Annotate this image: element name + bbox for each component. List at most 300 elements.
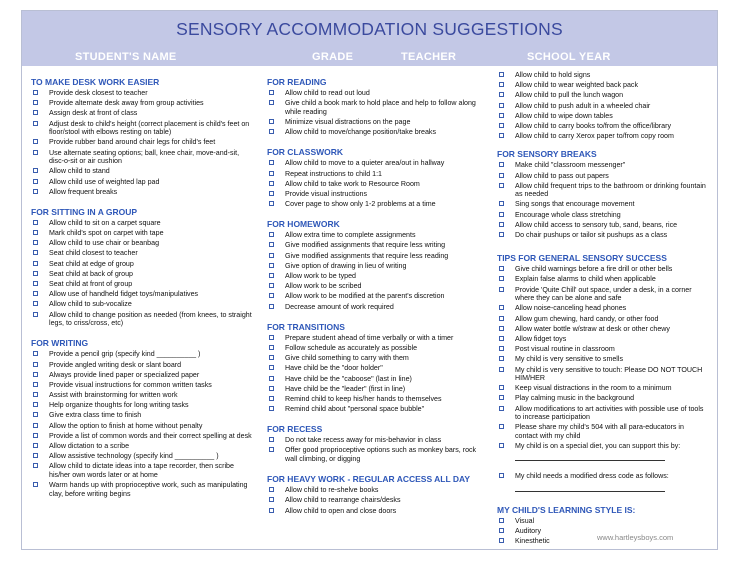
list-item [31, 350, 253, 359]
checkbox[interactable] [499, 276, 504, 281]
list-item [267, 200, 487, 209]
item-text: Allow child to carry Xerox paper to/from copy room [515, 132, 674, 141]
checkbox[interactable] [269, 487, 274, 492]
checkbox[interactable] [499, 123, 504, 128]
list-item [497, 265, 707, 274]
checkbox[interactable] [499, 72, 504, 77]
list-item [497, 132, 707, 141]
item-text: Assist with brainstorming for written work [49, 391, 178, 400]
item-text: Allow child to stand [49, 167, 110, 176]
item-text: Allow child to read out loud [285, 89, 370, 97]
list-item [497, 182, 707, 199]
checkbox[interactable] [33, 230, 38, 235]
checkbox[interactable] [33, 139, 38, 144]
list-writing [31, 350, 253, 498]
checkbox[interactable] [269, 447, 274, 452]
item-text: Provide alternate desk away from group activities [49, 99, 204, 108]
checkbox[interactable] [269, 263, 274, 268]
checkbox[interactable] [33, 463, 38, 468]
list-item [497, 275, 707, 284]
item-text: Play calming music in the background [515, 394, 635, 403]
list-item [497, 211, 707, 220]
list-item [497, 366, 707, 383]
checkbox[interactable] [33, 220, 38, 225]
item-text: Provide a list of common words and their correct spelling at desk [49, 431, 252, 440]
list-reading [267, 89, 487, 137]
section-title-tips: TIPS FOR GENERAL SENSORY SUCCESS [497, 253, 667, 264]
section-title-sensory-breaks: FOR SENSORY BREAKS [497, 149, 597, 160]
checkbox[interactable] [269, 181, 274, 186]
checkbox[interactable] [269, 253, 274, 258]
list-item [497, 221, 707, 230]
section-title-classwork: FOR CLASSWORK [267, 147, 344, 158]
item-text: Allow child to move/change position/take breaks [285, 128, 437, 137]
item-text: Follow schedule as accurately as possible [285, 343, 418, 352]
section-title-transitions: FOR TRANSITIONS [267, 321, 345, 332]
checkbox[interactable] [33, 250, 38, 255]
item-text: Seat child at edge of group [49, 259, 134, 268]
checkbox[interactable] [499, 406, 504, 411]
checkbox[interactable] [33, 291, 38, 296]
item-text: Allow child to use chair or beanbag [49, 239, 160, 248]
list-item [31, 167, 253, 176]
checkbox[interactable] [499, 424, 504, 429]
list-item [267, 118, 487, 127]
list-item [267, 231, 487, 240]
item-text: Allow child to pass out papers [515, 171, 609, 180]
item-text: Allow modifications to art activities with possible use of tools to increase participation [515, 404, 704, 422]
checkbox[interactable] [499, 356, 504, 361]
item-text: Adjust desk to child's height (correct placement is child's feet on floor/stool with elbows resting on table) [49, 119, 250, 137]
item-text: Seat child at front of group [49, 280, 133, 288]
list-item [31, 290, 253, 299]
item-text: Provide 'Quite Chill' out space, under a desk, in a corner where they can be alone and safe [515, 285, 692, 303]
item-text: Allow child to sit on a carpet square [49, 218, 161, 227]
checkbox[interactable] [33, 168, 38, 173]
column-1 [31, 77, 253, 500]
list-item [497, 122, 707, 131]
checkbox[interactable] [499, 113, 504, 118]
list-item [31, 432, 253, 441]
item-text: Allow child access to sensory tub, sand, beans, rice [515, 220, 678, 229]
checkbox[interactable] [269, 335, 274, 340]
checkbox[interactable] [499, 316, 504, 321]
list-item [497, 345, 707, 354]
item-text: Allow use of handheld fidget toys/manipulatives [49, 290, 199, 299]
column-3 [497, 71, 707, 547]
list-item [31, 99, 253, 108]
item-text: Provide a pencil grip (specify kind __________ ) [49, 350, 201, 359]
checkbox[interactable] [499, 528, 504, 533]
checkbox[interactable] [33, 150, 38, 155]
checkbox[interactable] [33, 271, 38, 276]
checkbox[interactable] [499, 518, 504, 523]
checkbox[interactable] [33, 392, 38, 397]
list-item [31, 219, 253, 228]
list-item [267, 375, 487, 384]
list-item [31, 249, 253, 258]
list-item [267, 252, 487, 261]
list-item [497, 325, 707, 334]
item-text: Always provide lined paper or specialized paper [49, 370, 200, 379]
checkbox[interactable] [269, 376, 274, 381]
checkbox[interactable] [269, 191, 274, 196]
list-item [267, 446, 487, 463]
list-item [31, 462, 253, 479]
item-text: Allow child to rearrange chairs/desks [285, 496, 401, 505]
checkbox[interactable] [499, 346, 504, 351]
checkbox[interactable] [269, 160, 274, 165]
checkbox[interactable] [33, 351, 38, 356]
list-item [267, 436, 487, 445]
list-item [497, 355, 707, 364]
section-title-group: FOR SITTING IN A GROUP [31, 206, 138, 217]
list-recess [267, 436, 487, 463]
checkbox[interactable] [499, 183, 504, 188]
item-text: Give extra class time to finish [49, 411, 142, 420]
list-item [497, 172, 707, 181]
item-text: Have child be the "door holder" [285, 364, 383, 373]
list-item [267, 405, 487, 414]
list-item [497, 405, 707, 422]
checkbox[interactable] [33, 312, 38, 317]
checkbox[interactable] [269, 386, 274, 391]
section-title-reading: FOR READING [267, 77, 327, 87]
checkbox[interactable] [499, 266, 504, 271]
item-text: Allow frequent breaks [49, 187, 118, 196]
list-item [267, 303, 487, 312]
list-item [31, 422, 253, 431]
item-text: Give child something to carry with them [285, 354, 409, 363]
item-text: Give child warnings before a fire drill or other bells [515, 265, 673, 274]
item-text: Kinesthetic [515, 536, 550, 545]
item-text: Encourage whole class stretching [515, 210, 621, 219]
checkbox[interactable] [499, 222, 504, 227]
checkbox[interactable] [33, 261, 38, 266]
item-text: Give option of drawing in lieu of writing [285, 261, 407, 270]
item-text: Seat child closest to teacher [49, 249, 138, 258]
item-text: Allow child to take work to Resource Room [285, 179, 420, 188]
checkbox[interactable] [269, 365, 274, 370]
list-heavy-work-cont [497, 71, 707, 141]
item-text: Provide rubber band around chair legs for child's feet [49, 138, 216, 147]
item-text: Visual [515, 516, 535, 525]
header-banner [22, 11, 717, 66]
list-item [31, 229, 253, 238]
list-item [31, 120, 253, 137]
list-item [267, 99, 487, 116]
checkbox[interactable] [33, 423, 38, 428]
item-text: Allow the option to finish at home without penalty [49, 421, 203, 430]
section-title-recess: FOR RECESS [267, 424, 323, 435]
list-item [497, 231, 707, 240]
list-item [267, 292, 487, 301]
item-text: Provide angled writing desk or slant board [49, 360, 182, 369]
checkbox[interactable] [269, 293, 274, 298]
checkbox[interactable] [269, 497, 274, 502]
checkbox[interactable] [269, 396, 274, 401]
list-item [497, 384, 707, 393]
item-text: Explain false alarms to child when applicable [515, 275, 656, 284]
item-text: Provide visual instructions [285, 189, 368, 198]
checkbox[interactable] [499, 305, 504, 310]
checkbox[interactable] [499, 538, 504, 543]
item-text: Sing songs that encourage movement [515, 200, 635, 209]
item-text: Allow work to be typed [285, 272, 356, 281]
list-item [267, 496, 487, 505]
item-text: Allow child to sub-vocalize [49, 300, 132, 309]
student-name-label: STUDENT'S NAME [75, 51, 177, 63]
item-text: My child is very sensitive to touch: Please DO NOT TOUCH HIM/HER [515, 365, 703, 383]
list-item [31, 481, 253, 498]
dress-code-fill-line[interactable] [515, 485, 665, 492]
list-item [31, 391, 253, 400]
checkbox[interactable] [269, 129, 274, 134]
list-classwork [267, 159, 487, 208]
item-text: Remind child about "personal space bubble" [285, 405, 425, 414]
list-item [497, 335, 707, 344]
checkbox[interactable] [499, 473, 504, 478]
checkbox[interactable] [499, 232, 504, 237]
item-text: Make child "classroom messenger" [515, 161, 626, 170]
list-item [497, 423, 707, 440]
checkbox[interactable] [269, 171, 274, 176]
checkbox[interactable] [33, 443, 38, 448]
list-item [497, 200, 707, 209]
list-item [31, 381, 253, 390]
item-text: Allow child frequent trips to the bathroom or drinking fountain as needed [515, 181, 706, 199]
checkbox[interactable] [499, 212, 504, 217]
checkbox[interactable] [33, 189, 38, 194]
checkbox[interactable] [269, 355, 274, 360]
list-item [267, 190, 487, 199]
checkbox[interactable] [269, 345, 274, 350]
page-title: SENSORY ACCOMMODATION SUGGESTIONS [176, 19, 563, 39]
list-item [497, 304, 707, 313]
item-text: Provide desk closest to teacher [49, 89, 148, 97]
item-text: Offer good proprioceptive options such as monkey bars, rock wall climbing, or digging [285, 446, 477, 464]
item-text: Allow child to re-shelve books [285, 486, 379, 495]
item-text: Give modified assignments that require less writing [285, 241, 446, 250]
item-text: Give child a book mark to hold place and help to follow along while reading [285, 99, 476, 116]
item-text: Allow child to wear weighted back pack [515, 81, 639, 90]
list-item [267, 486, 487, 495]
list-item [31, 401, 253, 410]
item-text: Provide visual instructions for common written tasks [49, 380, 212, 389]
checkbox[interactable] [33, 100, 38, 105]
list-item [497, 315, 707, 324]
item-text: Help organize thoughts for long writing tasks [49, 401, 189, 410]
list-item [31, 188, 253, 197]
list-item [497, 161, 707, 170]
list-group [31, 219, 253, 328]
checkbox[interactable] [269, 508, 274, 513]
checkbox[interactable] [33, 412, 38, 417]
checkbox[interactable] [499, 367, 504, 372]
item-text: Repeat instructions to child 1:1 [285, 169, 383, 178]
list-transitions [267, 334, 487, 414]
list-item [497, 81, 707, 90]
checkbox[interactable] [269, 304, 274, 309]
checkbox[interactable] [33, 179, 38, 184]
item-text: Auditory [515, 526, 542, 535]
checkbox[interactable] [269, 283, 274, 288]
checkbox[interactable] [33, 433, 38, 438]
item-text: Allow child to carry books to/from the office/library [515, 121, 671, 130]
list-homework [267, 231, 487, 311]
checkbox[interactable] [499, 162, 504, 167]
checkbox[interactable] [269, 406, 274, 411]
list-item [267, 262, 487, 271]
list-heavy-work [267, 486, 487, 515]
item-text: Do not take recess away for mis-behavior in class [285, 436, 442, 445]
section-title-desk: TO MAKE DESK WORK EASIER [31, 77, 160, 87]
checkbox[interactable] [499, 326, 504, 331]
list-item [31, 371, 253, 380]
checkbox[interactable] [33, 362, 38, 367]
column-2 [267, 77, 487, 517]
item-text: Have child be the "caboose" (last in line) [285, 374, 412, 383]
section-title-heavy-work: FOR HEAVY WORK - REGULAR ACCESS ALL DAY [267, 474, 471, 485]
checkbox[interactable] [499, 385, 504, 390]
list-item [497, 91, 707, 100]
list-item [267, 170, 487, 179]
list-sensory-breaks [497, 161, 707, 239]
checkbox[interactable] [269, 273, 274, 278]
checkbox[interactable] [269, 437, 274, 442]
checkbox[interactable] [33, 402, 38, 407]
item-text: Remind child to keep his/her hands to themselves [285, 394, 442, 403]
checkbox[interactable] [499, 336, 504, 341]
list-item [267, 272, 487, 281]
list-item [267, 128, 487, 137]
checkbox[interactable] [33, 110, 38, 115]
list-item [497, 102, 707, 111]
list-item [267, 395, 487, 404]
item-text: Allow dictation to a scribe [49, 442, 130, 451]
item-text: Use alternate seating options; ball, knee chair, move-and-sit, disc-o-sit or air cushion [49, 148, 240, 166]
checkbox[interactable] [499, 133, 504, 138]
list-item [31, 311, 253, 328]
list-item [497, 442, 707, 451]
checkbox[interactable] [269, 90, 274, 95]
list-item [267, 507, 487, 516]
item-text: Seat child at back of group [49, 269, 133, 278]
list-item [267, 364, 487, 373]
list-item [31, 270, 253, 279]
item-text: Allow assistive technology (specify kind __________ ) [49, 452, 219, 461]
checkbox[interactable] [499, 201, 504, 206]
grade-label: GRADE [312, 51, 354, 63]
item-text: Keep visual distractions in the room to a minimum [515, 384, 672, 393]
section-title-learning-style: MY CHILD'S LEARNING STYLE IS: [497, 504, 636, 515]
checkbox[interactable] [499, 173, 504, 178]
checkbox[interactable] [499, 395, 504, 400]
item-text: Prepare student ahead of time verbally or with a timer [285, 333, 454, 342]
item-text: Do chair pushups or tailor sit pushups as a class [515, 231, 668, 240]
checkbox[interactable] [269, 201, 274, 206]
checkbox[interactable] [499, 443, 504, 448]
list-item [497, 286, 707, 303]
checkbox[interactable] [269, 100, 274, 105]
section-title-writing: FOR WRITING [31, 338, 89, 349]
list-item [497, 517, 707, 526]
list-item [31, 89, 253, 98]
list-item [267, 180, 487, 189]
checkbox[interactable] [33, 482, 38, 487]
diet-fill-line[interactable] [515, 454, 665, 461]
section-title-homework: FOR HOMEWORK [267, 219, 340, 230]
list-item [31, 411, 253, 420]
item-text: Assign desk at front of class [49, 109, 138, 118]
checkbox[interactable] [33, 372, 38, 377]
checkbox[interactable] [33, 382, 38, 387]
item-text: Allow extra time to complete assignments [285, 231, 416, 240]
dress-code-item: My child needs a modified dress code as follows: [515, 472, 669, 481]
list-desk [31, 89, 253, 196]
list-item [31, 442, 253, 451]
list-tips [497, 265, 707, 451]
checkbox[interactable] [33, 281, 38, 286]
item-text: Allow child to change position as needed (from knees, to straight legs, to criss/cross, etc) [49, 310, 252, 328]
item-text: Allow child to push adult in a wheeled chair [515, 101, 651, 110]
list-item [31, 138, 253, 147]
checkbox[interactable] [499, 103, 504, 108]
item-text: Allow child to hold signs [515, 71, 591, 79]
item-text: Allow child to wipe down tables [515, 111, 613, 120]
checkbox[interactable] [33, 301, 38, 306]
checkbox[interactable] [33, 240, 38, 245]
item-text: Allow gum chewing, hard candy, or other food [515, 314, 659, 323]
checkbox[interactable] [269, 232, 274, 237]
list-item [267, 385, 487, 394]
item-text: Please share my child's 504 with all para-educators in contact with my child [515, 423, 684, 441]
checkbox[interactable] [33, 90, 38, 95]
list-item [267, 89, 487, 98]
item-text: Allow work to be modified at the parent's discretion [285, 292, 445, 301]
item-text: Allow child to move to a quieter area/out in hallway [285, 159, 445, 168]
item-text: My child is very sensitive to smells [515, 355, 624, 364]
item-text: Have child be the "leader" (first in line) [285, 384, 406, 393]
checkbox[interactable] [269, 242, 274, 247]
checkbox[interactable] [499, 287, 504, 292]
list-item [497, 394, 707, 403]
checkbox[interactable] [269, 119, 274, 124]
list-item [31, 452, 253, 461]
checkbox[interactable] [499, 92, 504, 97]
list-item [31, 239, 253, 248]
list-item [31, 178, 253, 187]
item-text: Allow child to pull the lunch wagon [515, 91, 624, 100]
item-text: Mark child's spot on carpet with tape [49, 229, 164, 238]
item-text: Allow noise-canceling head phones [515, 304, 627, 313]
item-text: Allow water bottle w/straw at desk or other chewy [515, 324, 670, 333]
list-item [31, 361, 253, 370]
item-text: Minimize visual distractions on the page [285, 117, 411, 126]
item-text: My child is on a special diet, you can support this by: [515, 442, 681, 451]
checkbox[interactable] [33, 121, 38, 126]
item-text: Allow child use of weighted lap pad [49, 177, 160, 186]
item-text: Warm hands up with proprioceptive work, such as manipulating clay, before writing begins [49, 481, 248, 498]
item-text: Give modified assignments that require less reading [285, 251, 449, 260]
list-item [267, 344, 487, 353]
checkbox[interactable] [33, 453, 38, 458]
list-item [31, 260, 253, 269]
footer-url: www.hartleysboys.com [597, 533, 674, 542]
school-year-label: SCHOOL YEAR [527, 51, 611, 63]
item-text: Cover page to show only 1-2 problems at a time [285, 200, 436, 209]
checkbox[interactable] [499, 82, 504, 87]
